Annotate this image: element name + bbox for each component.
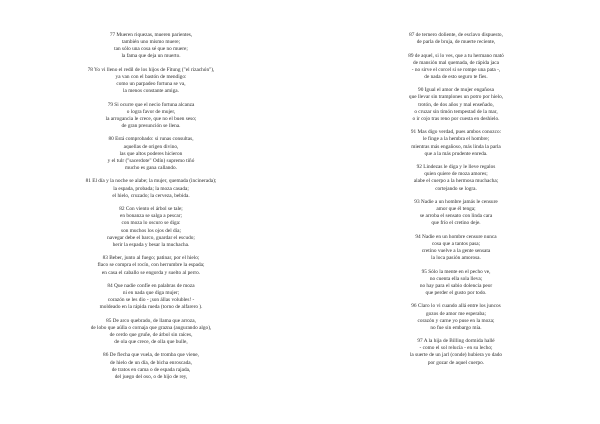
verse-line: 80 Está comprobado: si runas consultas, [108,136,194,143]
verse-line: flaco se compra el rocín, con herrumbre la espada; [97,262,205,269]
verse-line: 82 Con viento el árbol se tale; [119,206,183,213]
stanza [372,199,540,228]
verse-line: la fama que deja un muerto. [121,53,181,60]
verse-line: - no sirve el corcel si se rompe una pata -, [411,66,501,73]
verse-line: o logra favor de mujer, [126,108,176,115]
verse-line: de cerdo que gruñe, de árbol sin raíces, [109,331,193,338]
verse-line: y el tulr ("sacerdote" Odín) supremo tiñó [107,157,195,164]
verse-line: trotón, de dos años y mal enseñado, [418,101,494,108]
right-column [372,32,540,373]
stanza [372,32,540,46]
verse-line: o cruzar sin timón tempestad de la mar, [414,108,498,115]
stanza [372,234,540,263]
verse-line: 92 Lindezas le diga y le lleve regalos [416,164,496,171]
verse-line: 77 Mueren riquezas, mueren parientes, [109,32,193,38]
verse-line: con moza lo oscuro se diga: [121,220,181,227]
verse-line: de ola que crece, de olla que bulle, [114,339,188,346]
stanza [70,102,232,131]
verse-line: 79 Si ocurre que el necio fortuna alcanza [107,101,195,108]
verse-line: de parla de bruja, de muerte reciente, [416,39,496,46]
verse-line: son muchos los ojos del día; [121,227,181,234]
stanza [70,283,232,312]
verse-line: de mansión mal quemada, de rápida jaca [412,59,500,66]
verse-line: navegar debe el barco, guardar el escudo; [107,234,195,241]
verse-line: como un parpadeo fortuna se va, [116,81,186,88]
verse-line: le finge a la hembra el hombre; [422,136,490,143]
verse-line: mientras más engañoso, más linda la parla [411,143,501,150]
verse-line: 95 Sólo la mente en el pecho ve, [421,268,491,275]
verse-line: cretino vuelve a la gente sensata [421,248,491,255]
stanza [372,303,540,332]
verse-line: 84 Que nadie confíe en palabras de moza [107,282,195,289]
verse-line: alabe el cuerpo a la hermosa muchacha; [413,178,499,185]
verse-line: la arrogancia le crece, que no el buen seso; [105,115,197,122]
stanza [70,318,232,347]
verse-line: que frío el cretino deje. [431,220,481,227]
verse-line: herir la espada y besar la muchacha. [112,241,190,248]
verse-line: 89 de aquel, si lo ves, que a tu hermano mató [408,52,504,59]
stanza [70,255,232,276]
verse-line: 90 Igual el amor de mujer engañosa [418,87,494,94]
verse-line: corazón se les dio - ¡son állas volubles! - [107,297,195,304]
stanza [372,53,540,82]
verse-line: también uno mismo muere; [121,39,181,46]
verse-line: no fue sin embargo mía. [430,324,482,331]
verse-line: o ir cojo tras reno por cuesta en deshielo. [412,115,500,122]
verse-line: 81 El día y la noche se alabe; la mujer, quemada (incinerada); [85,178,217,185]
verse-line: 94 Nadie en un hombre censure nunca [415,233,497,240]
verse-line: 85 De arco quebrado, de llama que arroza, [106,317,196,324]
verse-line: las que altos poderes hicieron [119,150,183,157]
verse-line: de hielo de un día, de bicha enroscada, [110,359,192,366]
verse-line: de nada de esto seguro te fíes. [424,73,488,80]
stanza [372,87,540,123]
verse-line: 93 Nadie a un hombre jamás le censure [414,198,498,205]
verse-line: la menos constante amiga. [123,88,179,95]
verse-line: tan sólo una cosa sé que no muere; [114,46,188,53]
verse-line: en casa el caballo se engorda y suelto al perro. [101,269,201,276]
verse-line: 97 A la hija de Billing dormida hallé [417,338,495,345]
verse-line: cortejando se logra. [435,185,477,192]
verse-line: de lobo que aúlla o cornaja que grazna (augurando algo), [90,324,212,331]
verse-line: la suerte de un jarl (conde) hubiera yo dado [409,352,503,359]
stanza [372,129,540,158]
stanza [70,136,232,172]
left-column [70,32,232,387]
stanza [372,269,540,298]
verse-line: se arroba el sensato con linda cara [419,213,493,220]
verse-line: de tratos en cama o de espada rajada, [111,366,191,373]
verse-line: amor que él tenga; [436,206,476,213]
verse-line: la loca pasión amorosa. [431,255,481,262]
verse-line: aquellas de origen divino, [123,143,179,150]
verse-line: quien quiere de moza amores; [424,171,488,178]
verse-line: no cuenta ella sola lleva; [429,275,483,282]
stanza [70,206,232,249]
stanza [372,164,540,193]
verse-line: del juego del oso, o de hijo de rey, [114,373,188,380]
verse-line: que llevar sin tramplones un potro por hielo, [408,94,504,101]
verse-line: 96 Claro lo vi cuando allá entre los juncos [411,303,501,310]
stanza [70,178,232,199]
verse-line: moldeado en la rápida rueda (torno de alfarero ). [99,304,203,311]
verse-line: mucho es gana callando. [124,165,178,172]
verse-line: ya van con el bastón de mendigo: [115,73,187,80]
verse-line: en bonanza se salga a pescar; [120,213,182,220]
verse-line: 91 Mas digo verdad, pues ambos conozco: [410,129,502,136]
verse-line: gozos de amor me esperaba; [425,310,486,317]
verse-line: 78 Yo vi lleno el redil de los hijos de Fitung ("el rizachón"), [87,66,215,73]
stanza [70,352,232,381]
verse-line: - como el sol relucía - en su lecho; [419,345,493,352]
stanza [372,338,540,367]
verse-line: cosa que a tantos pasa; [431,240,481,247]
verse-line: ni en nada que diga mujer; [122,290,180,296]
verse-line: 86 De flecha que vuela, de tromba que viene, [103,352,199,359]
stanza [70,32,232,61]
verse-line: no hay para el sabio dolencia peor [419,282,493,289]
verse-line: el hielo, cruzado; la cerveza, bebida. [112,192,190,199]
verse-line: corazón y carne yo puse en la moza; [417,317,495,324]
verse-line: la espada, probada; la moza casada; [113,185,189,192]
verse-line: que perder el gusto por todo. [425,290,487,296]
verse-line: por gozar de aquel cuerpo. [427,359,485,366]
verse-line: 87 de ternero doliente, de esclavo dispuesto, [409,32,503,38]
verse-line: que a la más prudente enreda. [424,150,488,157]
stanza [70,67,232,96]
verse-line: 83 Beber, junto al fuego; patinar, por el hielo; [102,255,200,262]
verse-line: de gran presunción se llena. [121,123,181,130]
